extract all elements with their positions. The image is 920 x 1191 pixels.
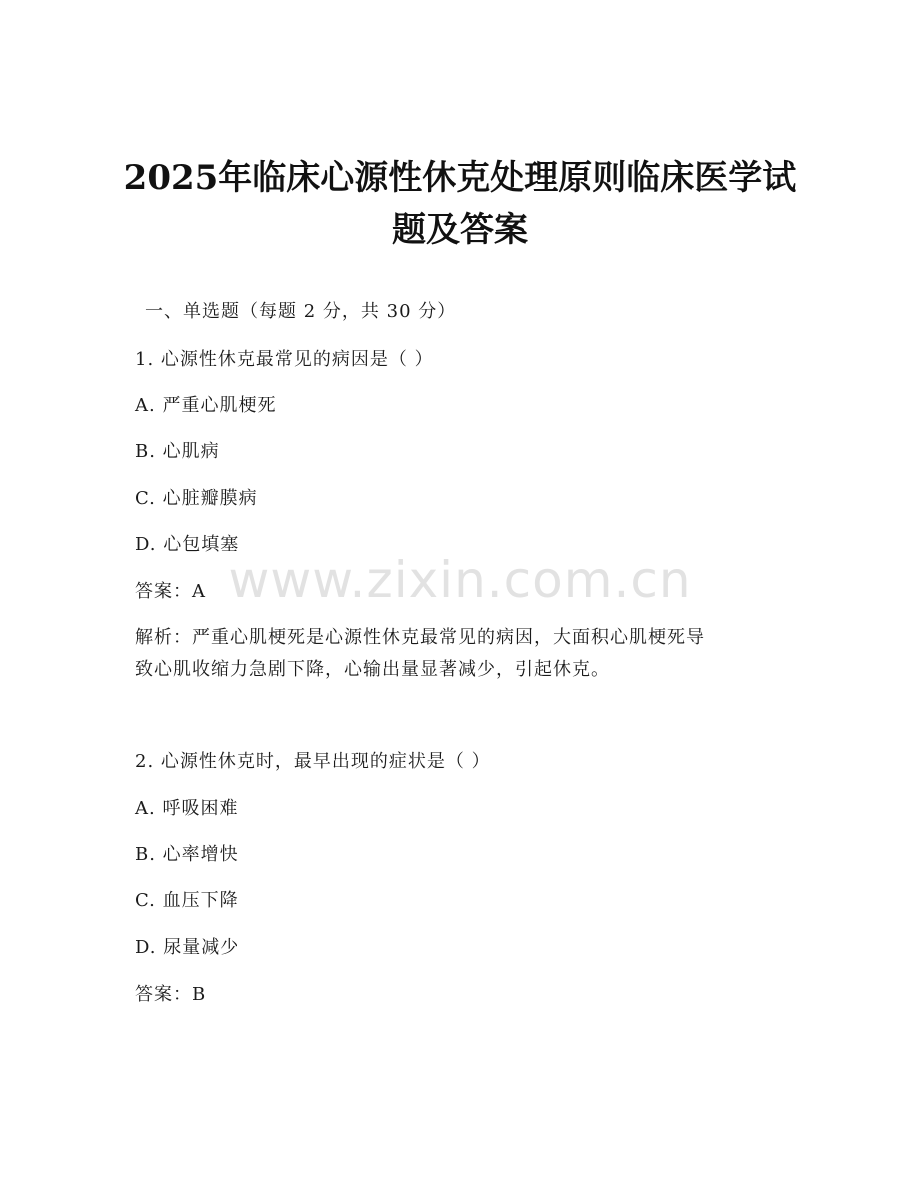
question-2-option-b: B. 心率增快 <box>135 844 239 865</box>
question-2-answer: 答案：B <box>135 984 207 1005</box>
document-title-line-1: 2025年临床心源性休克处理原则临床医学试 <box>123 158 797 198</box>
section-heading: 一、单选题（每题 2 分，共 30 分） <box>145 301 457 322</box>
question-2-stem: 2. 心源性休克时，最早出现的症状是（ ） <box>135 751 491 772</box>
question-2-option-c: C. 血压下降 <box>135 890 239 911</box>
document-title-line-2: 题及答案 <box>392 210 528 250</box>
question-1-option-a: A. 严重心肌梗死 <box>135 395 277 416</box>
question-2-option-d: D. 尿量减少 <box>135 937 240 958</box>
question-1-analysis-line-1: 解析：严重心肌梗死是心源性休克最常见的病因，大面积心肌梗死导 <box>135 627 705 648</box>
question-2-option-a: A. 呼吸困难 <box>135 798 239 819</box>
question-1-option-c: C. 心脏瓣膜病 <box>135 488 258 509</box>
question-1-stem: 1. 心源性休克最常见的病因是（ ） <box>135 349 434 370</box>
question-1-analysis-line-2: 致心肌收缩力急剧下降，心输出量显著减少，引起休克。 <box>135 659 610 680</box>
question-1-answer: 答案：A <box>135 581 206 602</box>
question-1-option-b: B. 心肌病 <box>135 441 220 462</box>
question-1-option-d: D. 心包填塞 <box>135 534 240 555</box>
watermark: www.zixin.com.cn <box>228 551 692 609</box>
